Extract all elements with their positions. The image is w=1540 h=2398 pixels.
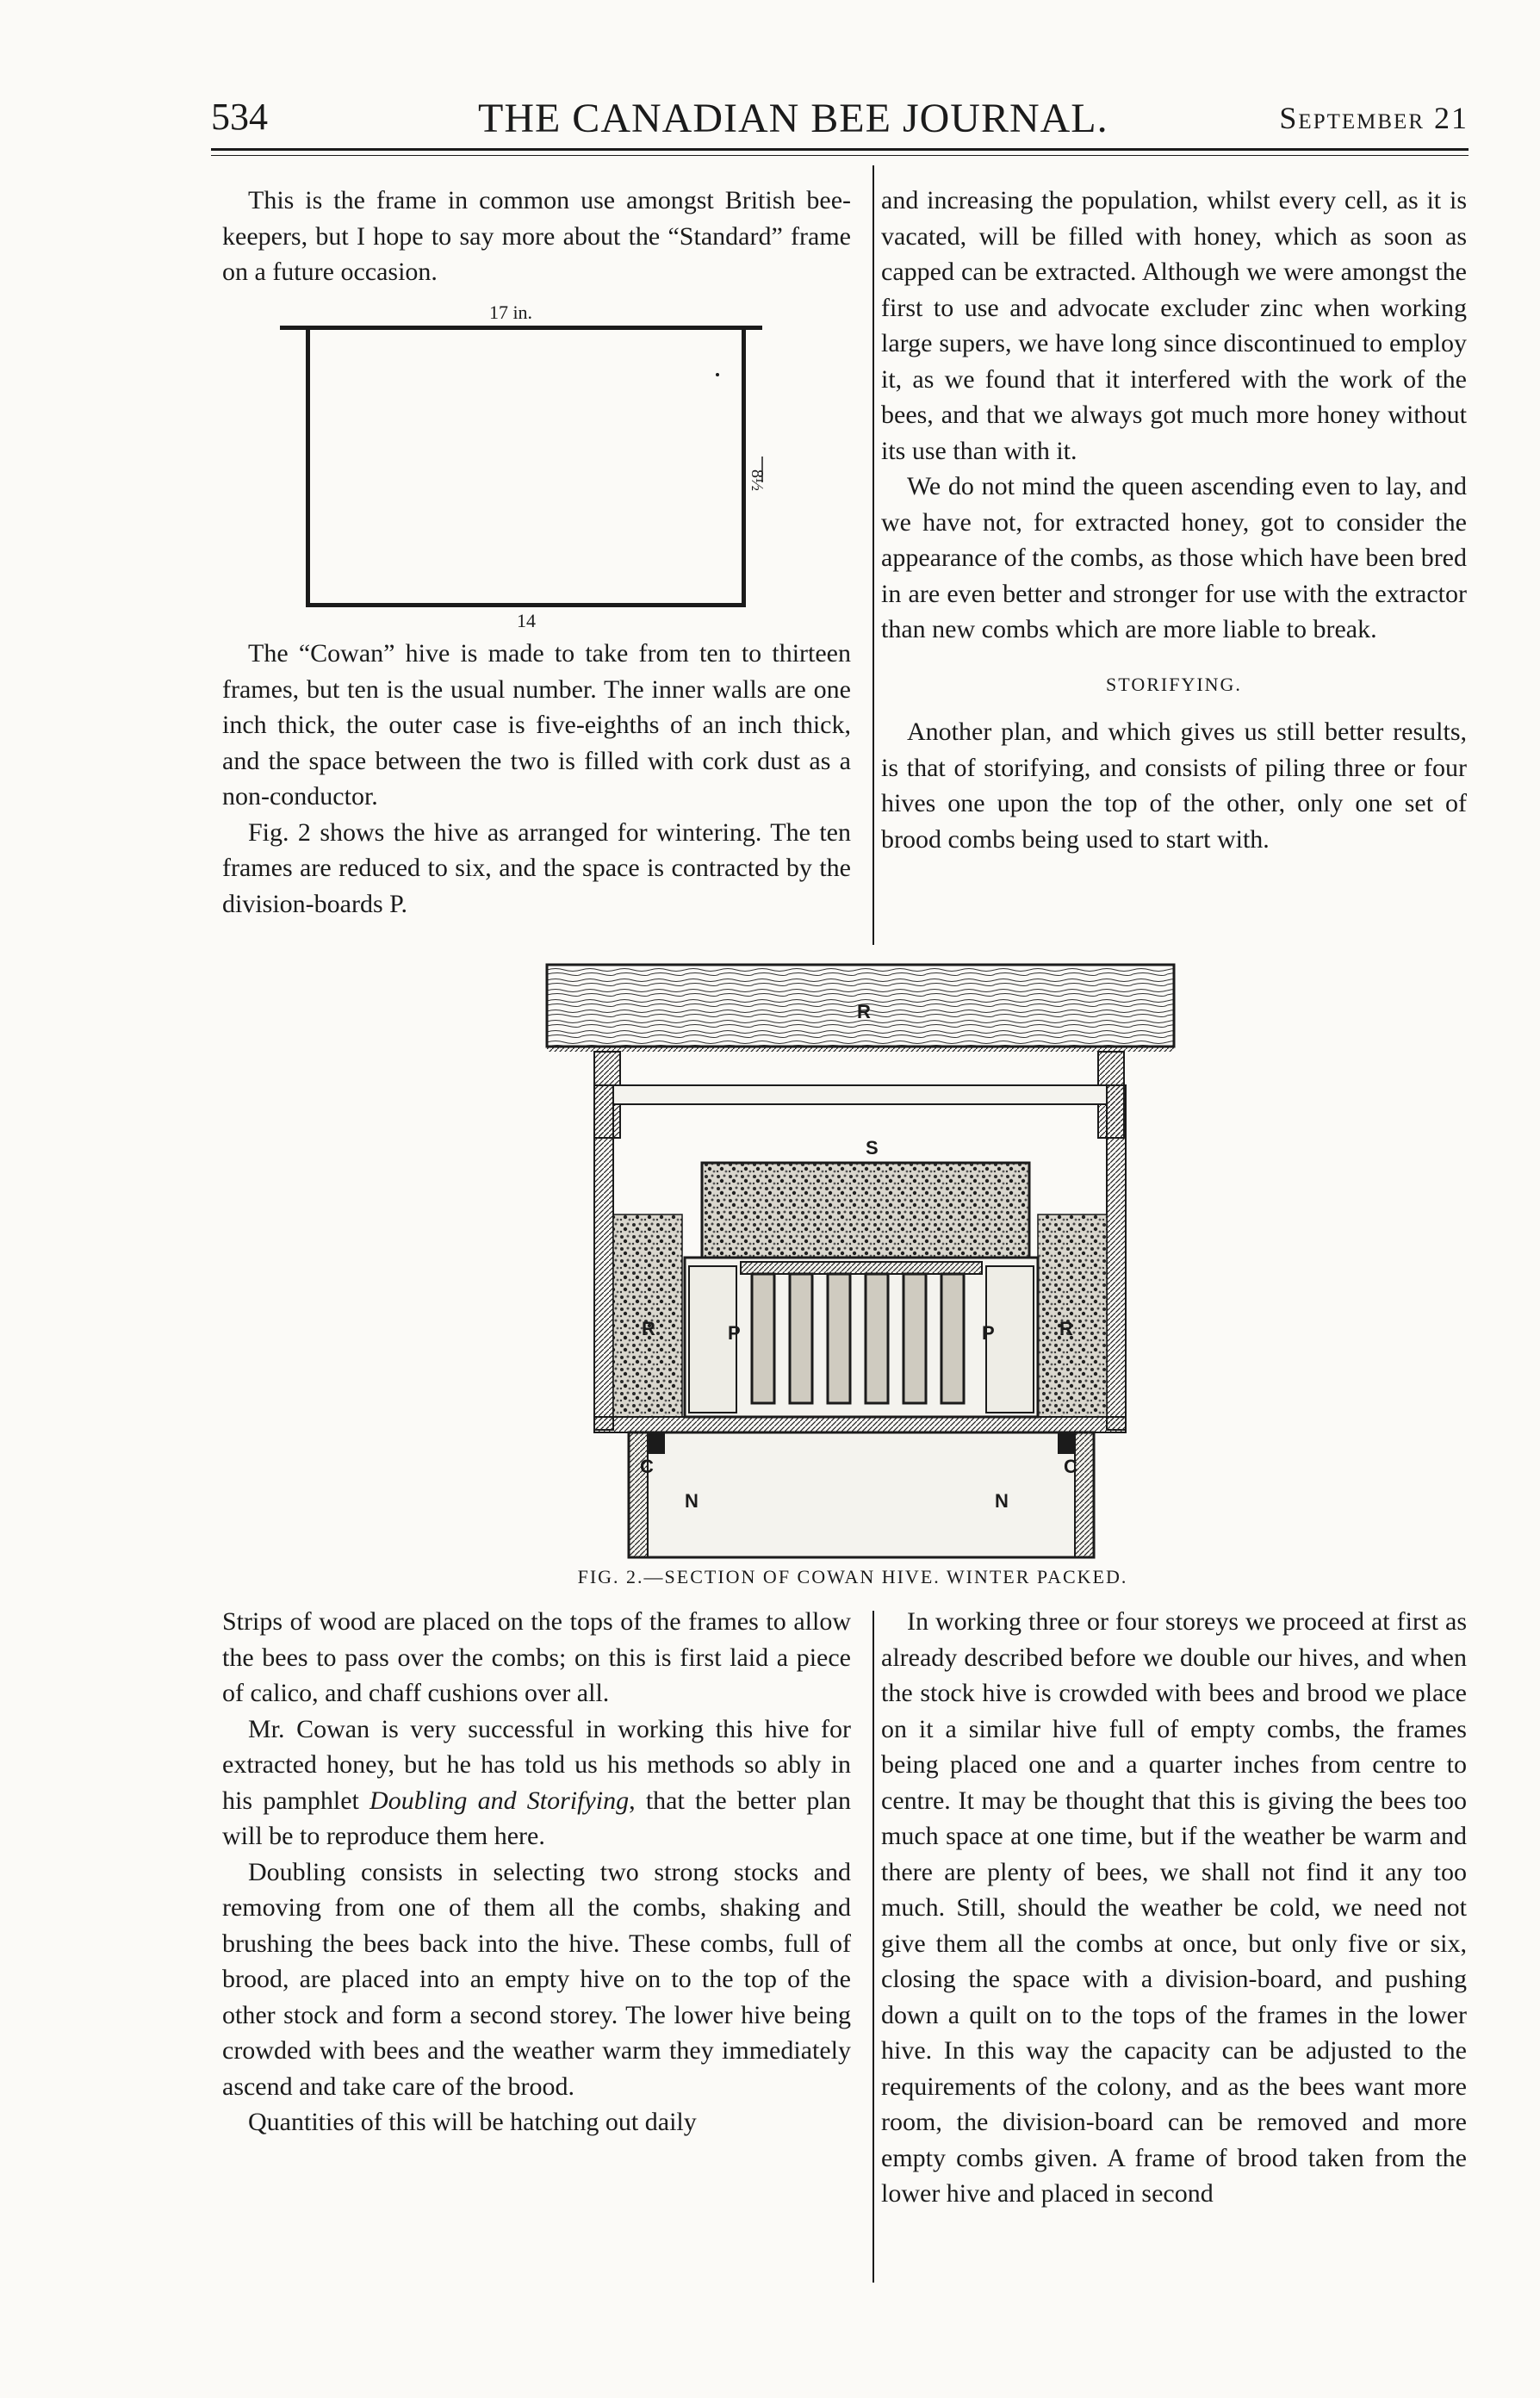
label-base-right: N — [995, 1490, 1009, 1512]
paragraph: This is the frame in common use amongst British bee-keepers, but I hope to say more about the “Standard” frame on a future occasion. — [222, 186, 851, 286]
section-heading: STORIFYING. — [1106, 673, 1242, 695]
case-top-board — [613, 1085, 1107, 1104]
frame-left-side — [306, 330, 310, 606]
journal-title: THE CANADIAN BEE JOURNAL. — [478, 96, 1108, 141]
floor-board — [594, 1417, 1126, 1432]
label-packing-right: R — [1059, 1318, 1073, 1339]
frame-diagram — [280, 301, 767, 620]
label-base-left: N — [685, 1490, 699, 1512]
frame-top-bars — [741, 1262, 982, 1274]
paragraph: Strips of wood are placed on the tops of the frames to allow the bees to pass over the combs; on this is first laid a piece of calico, and chaff cushions over all. — [222, 1607, 851, 1707]
cleat-left — [648, 1432, 665, 1454]
frame-right-side — [742, 330, 746, 606]
column-divider-bottom — [872, 1611, 874, 2283]
hive-section-svg — [547, 956, 1176, 1559]
text-run: , that the better plan will be to reproduce them here. — [222, 1786, 851, 1850]
label-board-left: P — [728, 1322, 741, 1344]
frame-depth-label: 14 — [517, 610, 536, 631]
chaff-packing-right — [1038, 1215, 1107, 1417]
paragraph — [222, 1712, 851, 1854]
stand-leg-right — [1075, 1432, 1094, 1557]
label-board-right: P — [982, 1322, 995, 1344]
chaff-cushion-super — [702, 1163, 1029, 1258]
chaff-packing-left — [613, 1215, 682, 1417]
frame-speck — [716, 373, 719, 376]
frame-top-bar — [280, 326, 762, 330]
frame-width-label: 17 in. — [488, 301, 533, 323]
label-packing-left: R — [642, 1318, 655, 1339]
roof-edge — [547, 1047, 1174, 1052]
stand-leg-left — [629, 1432, 648, 1557]
header-rule-thick — [211, 148, 1469, 151]
frame-height-label: 8½ — [748, 469, 767, 491]
label-roof: R — [857, 1001, 871, 1022]
page-number: 534 — [211, 96, 268, 138]
paragraph: Another plan, and which gives us still better results, is that of storifying, and consists of piling three or four hives one upon the top of the other, only one set of brood combs being used to start with. — [881, 718, 1467, 854]
paragraph: We do not mind the queen ascending even to lay, and we have not, for extracted honey, got to consider the appearance of the combs, as those which have been bred in are even better and stronger for use with the extractor than new combs which are more liable to break. — [881, 472, 1467, 643]
issue-date: September 21 — [1279, 101, 1469, 135]
text-run: Mr. Cowan is very successful in working this hive for extracted honey, but he has told us his methods so ably in his pamphlet — [222, 1714, 851, 1815]
paragraph: Quantities of this will be hatching out daily — [248, 2108, 697, 2136]
paragraph: In working three or four storeys we proceed at first as already described before we double our hives, and when the stock hive is crowded with bees and brood we place on it a similar hive full of empty combs, the frames being placed one and a quarter inches from centre to centre. It may be thought that this is giving the bees too much space at one time, but if the weather be warm and there are plenty of bees, we shall not find it any too much. Still, should the weather be cold, we need not give them all the combs at once, but only five or six, closing the space with a division-board, and pushing down a quilt on to the tops of the frames in the lower hive. In this way the capacity can be adjusted to the requirements of the colony, and as the bees want more room, the division-board can be removed and more empty combs given. A frame of brood taken from the lower hive and placed in second — [881, 1607, 1467, 2208]
outer-wall-left — [594, 1085, 613, 1430]
right-column-top — [881, 183, 1467, 857]
paragraph: and increasing the population, whilst every cell, as it is vacated, will be filled with honey, which as soon as capped can be extracted. Although we were amongst the first to use and advocate excluder zinc when working large supers, we have long since discontinued to employ it, as we found that it interfered with the work of the bees, and that we always got much more honey without its use than with it. — [881, 186, 1467, 465]
label-super: S — [866, 1137, 879, 1159]
frame-diagram-svg — [280, 301, 767, 620]
column-divider-top — [872, 165, 874, 945]
figure-caption: FIG. 2.—SECTION OF COWAN HIVE. WINTER PACKED. — [577, 1566, 1128, 1587]
label-leg-right: C — [1064, 1456, 1077, 1477]
pamphlet-title: Doubling and Storifying — [369, 1786, 630, 1815]
left-column-top — [222, 183, 851, 290]
paragraph: Doubling consists in selecting two strong stocks and removing from one of them all the combs, shaking and brushing the bees back into the hive. These combs, full of brood, are placed into an empty hive on to the top of the other stock and form a second storey. The lower hive being crowded with bees and the weather warm they immediately ascend and take care of the brood. — [222, 1857, 851, 2101]
page-header — [211, 95, 1469, 146]
cleat-right — [1058, 1432, 1075, 1454]
hive-stand — [629, 1432, 1094, 1557]
hive-section-figure — [547, 956, 1176, 1559]
right-column-bottom — [881, 1604, 1467, 2212]
left-column-bottom — [222, 1604, 851, 2140]
header-rule-thin — [211, 155, 1469, 156]
paragraph: Fig. 2 shows the hive as arranged for wintering. The ten frames are reduced to six, and the space is contracted by the division-boards P. — [222, 817, 851, 918]
frame-bottom-bar — [306, 603, 746, 607]
paragraph: The “Cowan” hive is made to take from ten to thirteen frames, but ten is the usual number. The inner walls are one inch thick, the outer case is five-eighths of an inch thick, and the space between the two is filled with cork dust as a non-conductor. — [222, 639, 851, 811]
outer-wall-right — [1107, 1085, 1126, 1430]
label-leg-left: C — [640, 1456, 654, 1477]
left-column-middle — [222, 636, 851, 922]
